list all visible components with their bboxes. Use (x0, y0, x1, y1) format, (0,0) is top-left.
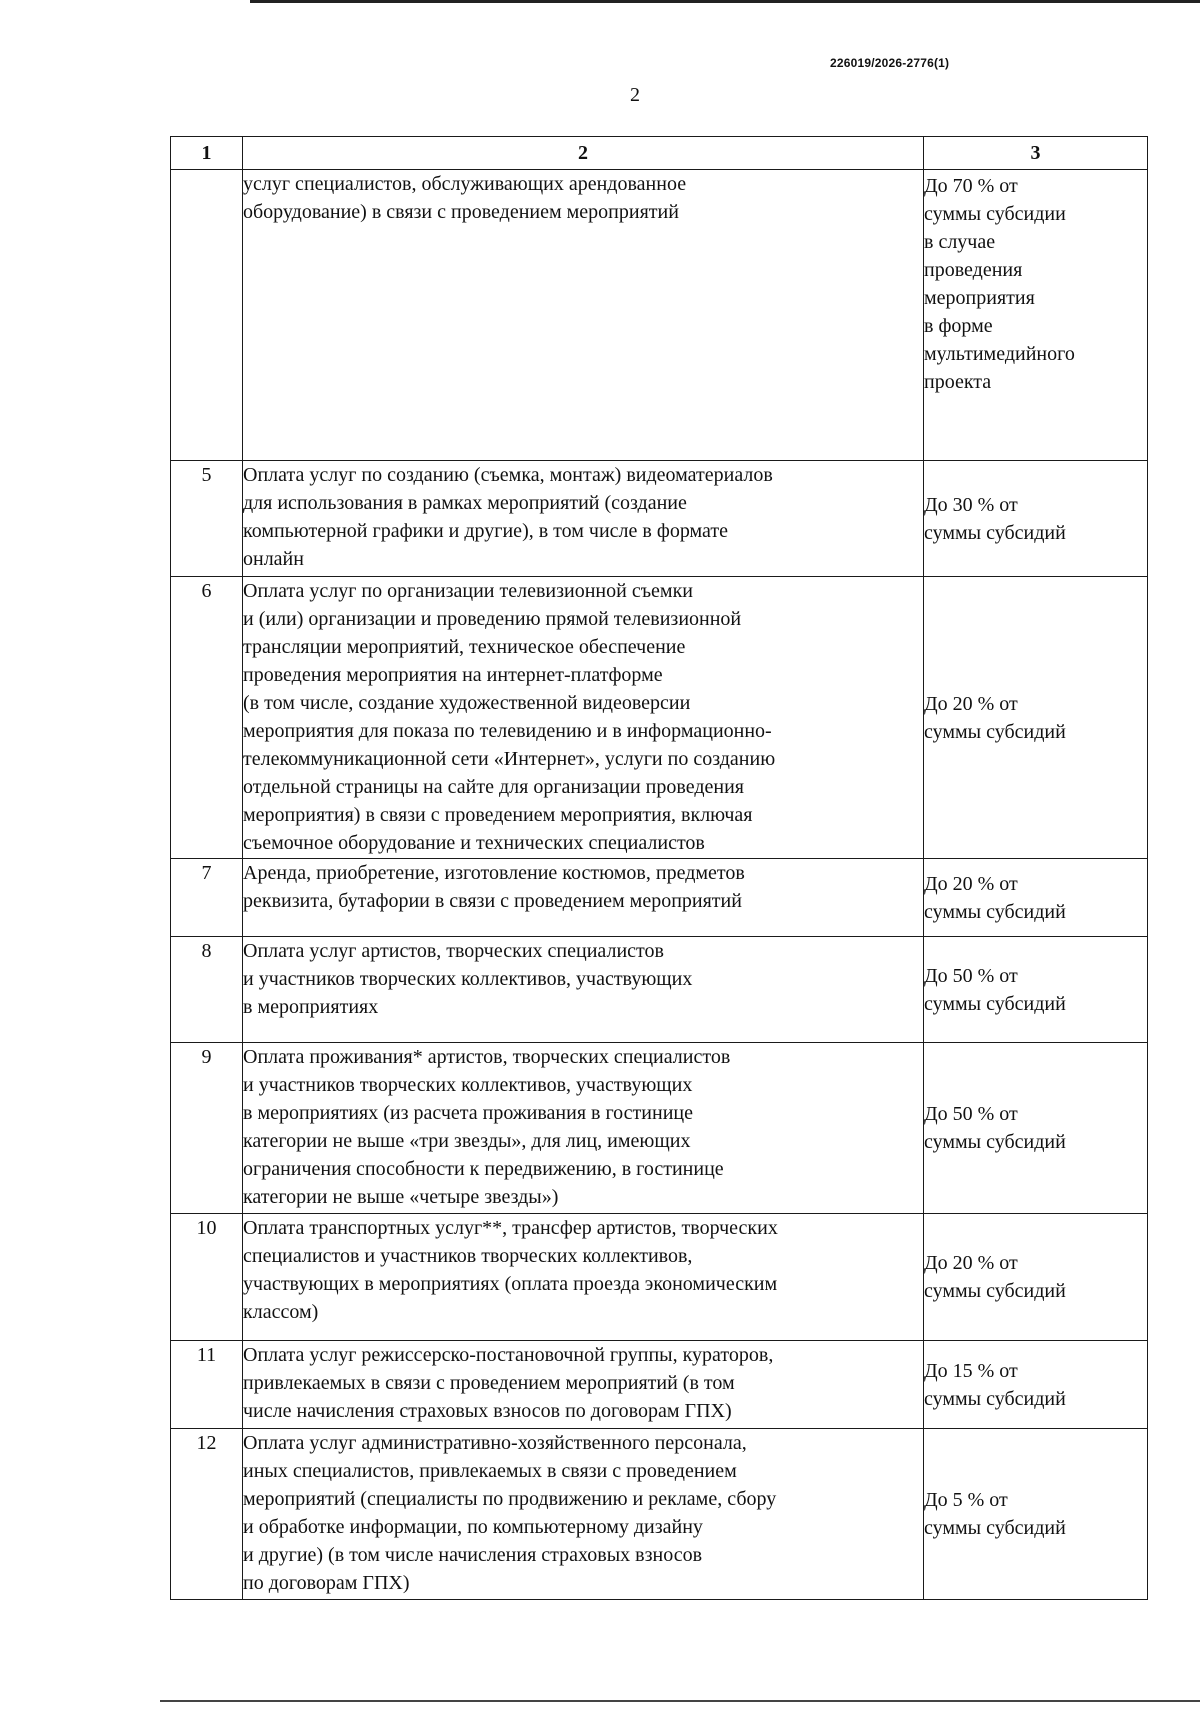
expense-description: Оплата транспортных услуг**, трансфер артистов, творческих специалистов и участников творческих коллективов, участвующих в мероприятиях (оплата проезда экономическим классом) (243, 1214, 924, 1341)
row-number (171, 170, 243, 461)
scan-edge-bottom (160, 1700, 1200, 1702)
page-number: 2 (630, 84, 640, 106)
subsidy-share: До 50 % от суммы субсидий (924, 937, 1148, 1043)
subsidy-share: До 50 % от суммы субсидий (924, 1043, 1148, 1214)
expense-description: услуг специалистов, обслуживающих арендованное оборудование) в связи с проведением мероприятий (243, 170, 924, 461)
header-col-2: 2 (243, 137, 924, 170)
row-number: 7 (171, 859, 243, 937)
table-row (171, 461, 1148, 577)
expense-description: Оплата услуг артистов, творческих специалистов и участников творческих коллективов, участвующих в мероприятиях (243, 937, 924, 1043)
subsidy-expenses-table (170, 136, 1148, 1600)
subsidy-share: До 20 % от суммы субсидий (924, 1214, 1148, 1341)
table-header-row (171, 137, 1148, 170)
row-number: 9 (171, 1043, 243, 1214)
row-number: 6 (171, 577, 243, 859)
row-number: 5 (171, 461, 243, 577)
expense-description: Оплата услуг по организации телевизионной съемки и (или) организации и проведению прямой телевизионной трансляции мероприятий, техническое обеспечение проведения мероприятия на интернет-платформе (в том числе, создание художественной видеоверсии мероприятия для показа по телевидению и в информационно- телекоммуникационной сети «Интернет», услуги по созданию отдельной страницы на сайте для организации проведения мероприятия) в связи с проведением мероприятия, включая съемочное оборудование и технических специалистов (243, 577, 924, 859)
expense-description: Оплата проживания* артистов, творческих специалистов и участников творческих коллективов, участвующих в мероприятиях (из расчета проживания в гостинице категории не выше «три звезды», для лиц, имеющих ограничения способности к передвижению, в гостинице категории не выше «четыре звезды») (243, 1043, 924, 1214)
table-row (171, 1341, 1148, 1429)
subsidy-share: До 15 % от суммы субсидий (924, 1341, 1148, 1429)
row-number: 8 (171, 937, 243, 1043)
header-col-3: 3 (924, 137, 1148, 170)
expense-description: Оплата услуг по созданию (съемка, монтаж) видеоматериалов для использования в рамках мероприятий (создание компьютерной графики и другие), в том числе в формате онлайн (243, 461, 924, 577)
row-number: 10 (171, 1214, 243, 1341)
expense-description: Оплата услуг режиссерско-постановочной группы, кураторов, привлекаемых в связи с проведением мероприятий (в том числе начисления страховых взносов по договорам ГПХ) (243, 1341, 924, 1429)
table-row (171, 1214, 1148, 1341)
subsidy-share: До 5 % от суммы субсидий (924, 1429, 1148, 1600)
subsidy-share: До 20 % от суммы субсидий (924, 577, 1148, 859)
subsidy-share: До 70 % от суммы субсидии в случае проведения мероприятия в форме мультимедийного проекта (924, 170, 1148, 461)
subsidy-share: До 30 % от суммы субсидий (924, 461, 1148, 577)
table-row (171, 170, 1148, 461)
scan-edge-top (250, 0, 1200, 3)
table-row (171, 859, 1148, 937)
table-row (171, 937, 1148, 1043)
subsidy-share: До 20 % от суммы субсидий (924, 859, 1148, 937)
row-number: 12 (171, 1429, 243, 1600)
document-id: 226019/2026-2776(1) (830, 56, 950, 70)
expense-description: Оплата услуг административно-хозяйственного персонала, иных специалистов, привлекаемых в связи с проведением мероприятий (специалисты по продвижению и рекламе, сбору и обработке информации, по компьютерному дизайну и другие) (в том числе начисления страховых взносов по договорам ГПХ) (243, 1429, 924, 1600)
row-number: 11 (171, 1341, 243, 1429)
table-row (171, 577, 1148, 859)
header-col-1: 1 (171, 137, 243, 170)
table-row (171, 1043, 1148, 1214)
table-row (171, 1429, 1148, 1600)
expense-description: Аренда, приобретение, изготовление костюмов, предметов реквизита, бутафории в связи с проведением мероприятий (243, 859, 924, 937)
